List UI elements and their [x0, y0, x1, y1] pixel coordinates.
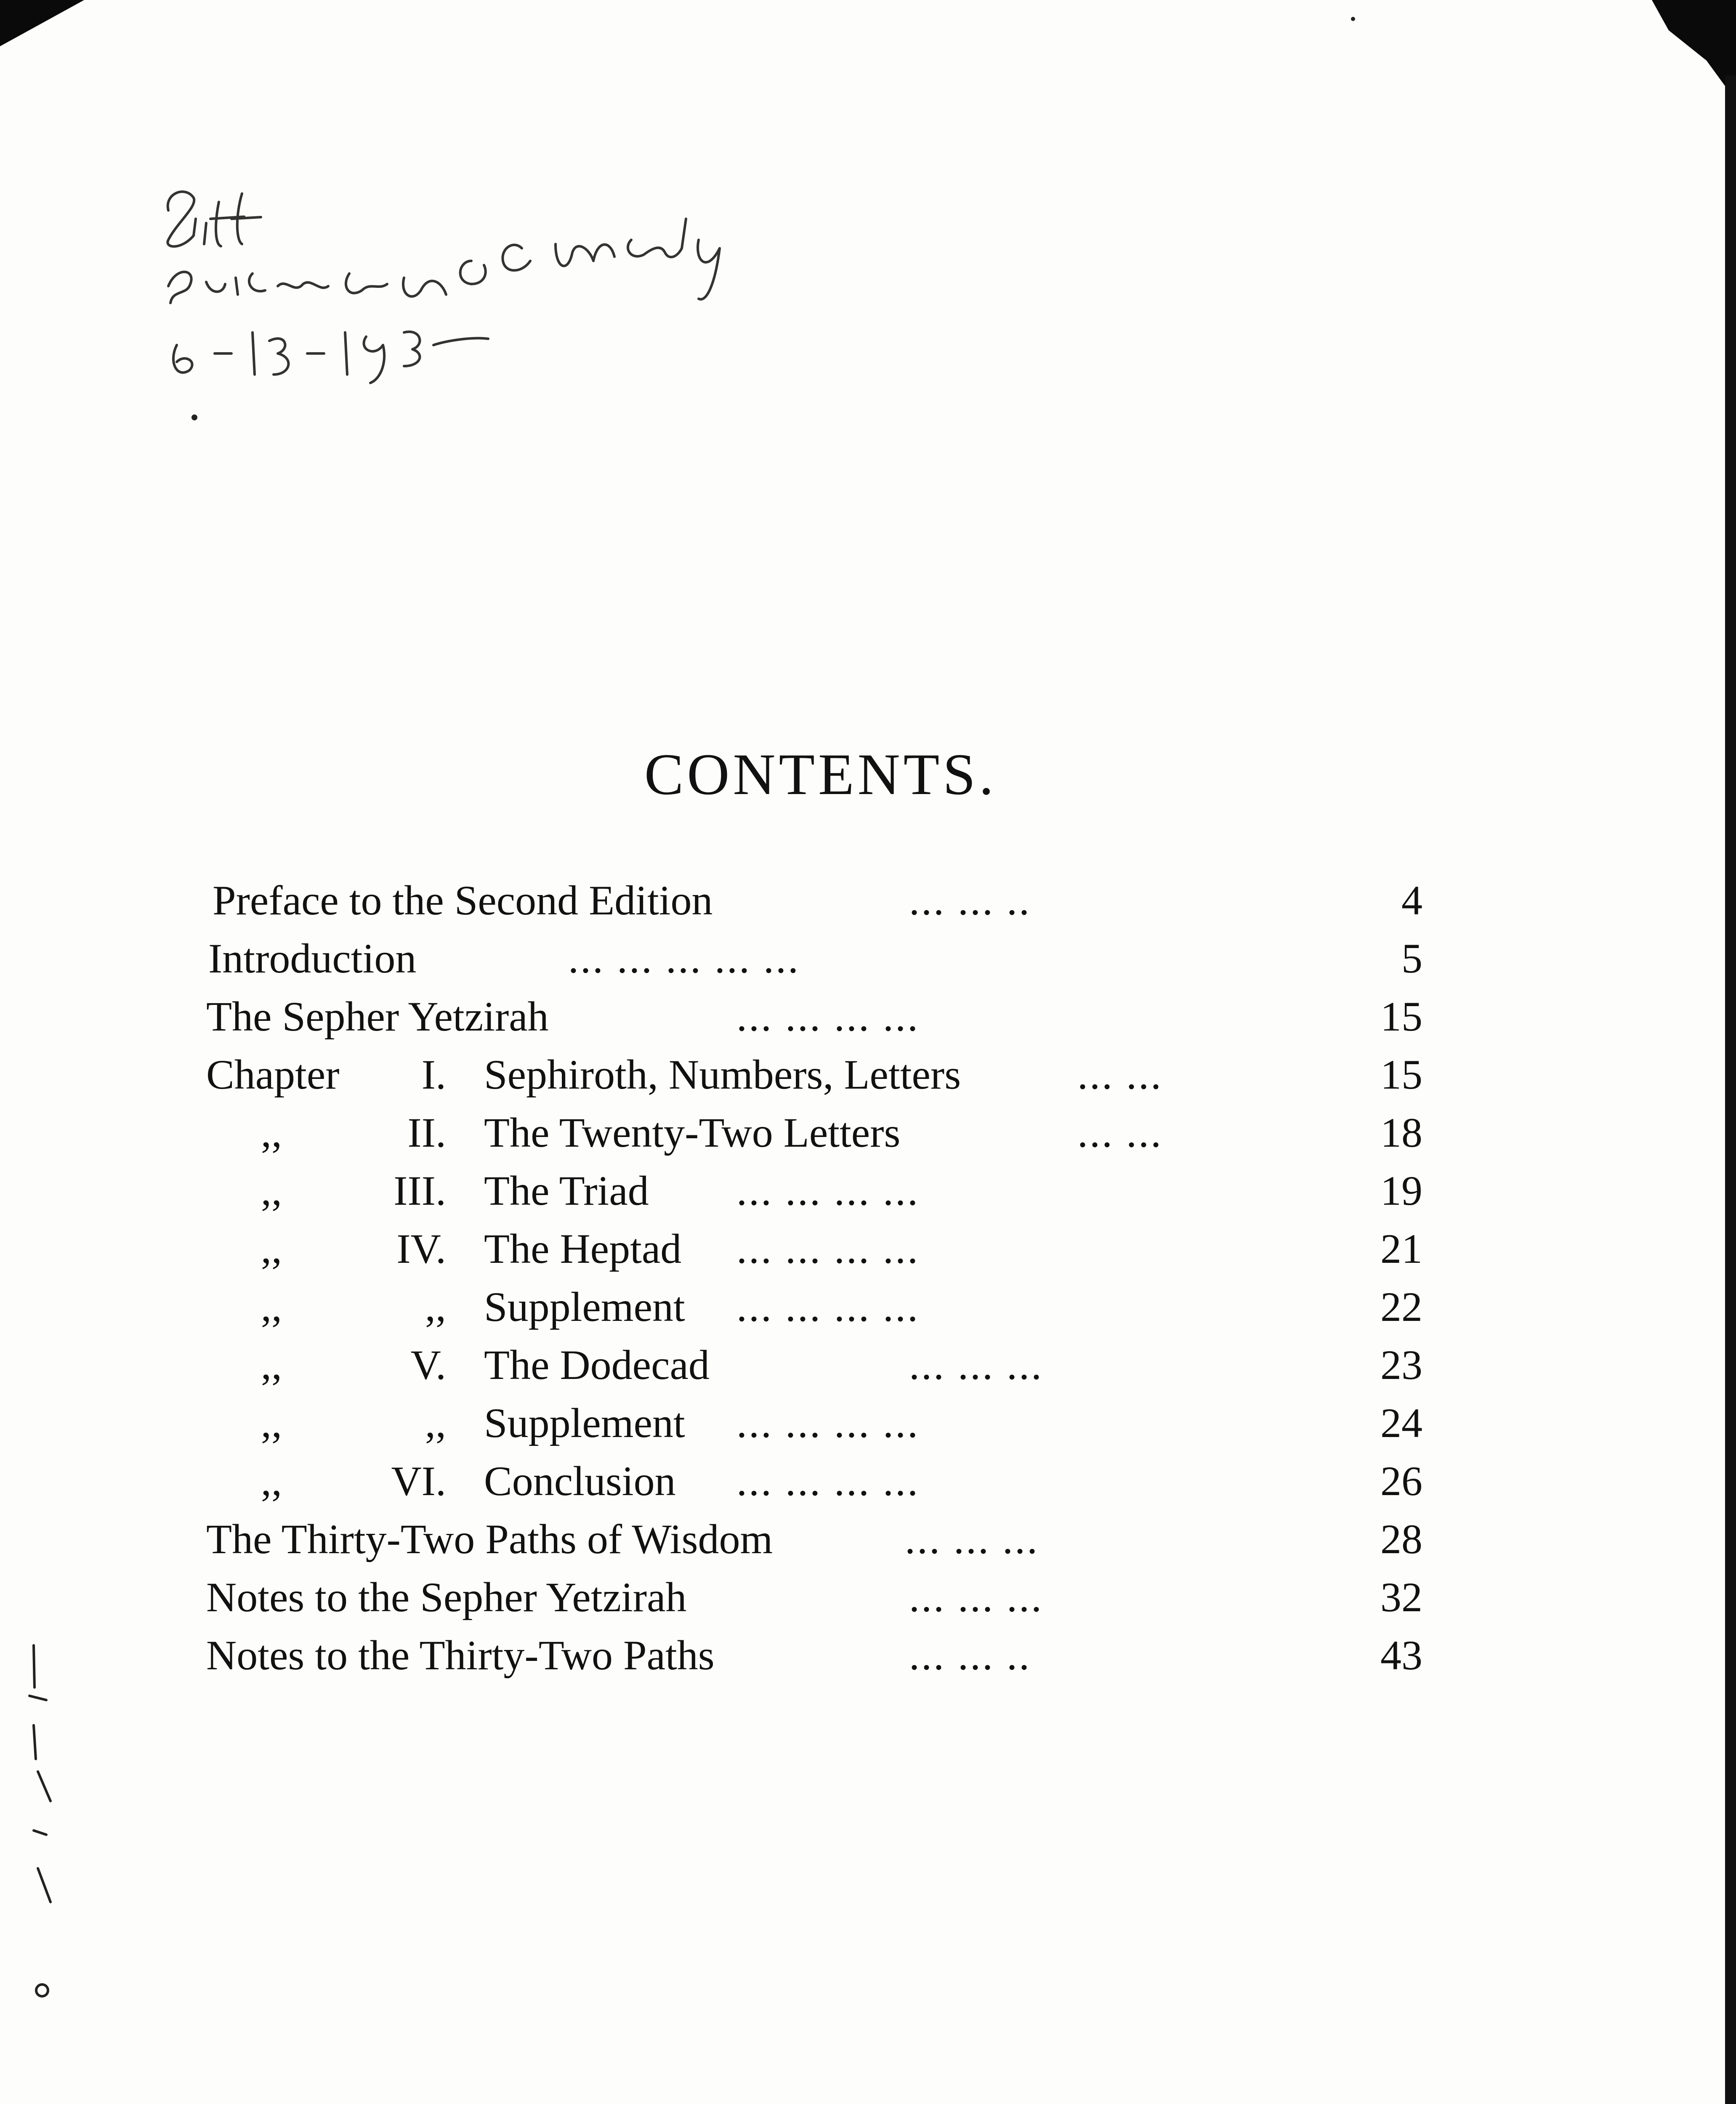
toc-entry-chapter-6	[0, 1460, 1736, 1518]
toc-entry-label: Supplement	[484, 1283, 685, 1330]
toc-entry-label: Preface to the Second Edition	[213, 877, 713, 924]
toc-entry-leaders: ... ... ... ...	[736, 1167, 920, 1214]
toc-entry-label: The Thirty-Two Paths of Wisdom	[206, 1516, 773, 1562]
toc-ditto-mark: ,,	[261, 1342, 282, 1388]
toc-entry-notes-sepher	[0, 1576, 1736, 1634]
toc-entry-page: 4	[1401, 877, 1422, 924]
toc-chapter-number: IV.	[396, 1225, 446, 1272]
scan-speck	[191, 414, 197, 420]
toc-entry-leaders: ... ... ... ...	[736, 1283, 920, 1330]
toc-entry-thirty-two-paths	[0, 1518, 1736, 1576]
toc-ditto-mark: ,,	[261, 1167, 282, 1214]
toc-entry-page: 21	[1380, 1225, 1422, 1272]
scan-shadow-top-right	[1652, 0, 1736, 101]
toc-chapter-number: III.	[393, 1167, 446, 1214]
toc-entry-leaders: ... ... ..	[909, 877, 1031, 924]
toc-entry-label: Notes to the Sepher Yetzirah	[206, 1574, 687, 1621]
toc-entry-label: The Twenty-Two Letters	[484, 1109, 901, 1156]
toc-entry-leaders: ... ... ... ...	[736, 1458, 920, 1504]
toc-entry-page: 18	[1380, 1109, 1422, 1156]
toc-chapter-number: ,,	[425, 1283, 446, 1330]
toc-entry-leaders: ... ... ... ...	[736, 1225, 920, 1272]
toc-entry-page: 5	[1401, 935, 1422, 982]
toc-chapter-number: I.	[421, 1051, 446, 1098]
toc-entry-leaders: ... ... ...	[909, 1342, 1043, 1388]
toc-entry-chapter-3	[0, 1167, 1736, 1228]
scan-speck	[1351, 17, 1355, 21]
toc-entry-page: 24	[1380, 1400, 1422, 1446]
toc-entry-label: The Triad	[484, 1167, 649, 1214]
scan-shadow-top-left	[0, 0, 84, 46]
toc-chapter-number: VI.	[391, 1458, 446, 1504]
toc-ditto-mark: ,,	[261, 1458, 282, 1504]
toc-entry-preface	[0, 879, 1736, 938]
toc-entry-introduction	[0, 935, 1736, 996]
toc-entry-page: 23	[1380, 1342, 1422, 1388]
toc-ditto-mark: ,,	[261, 1109, 282, 1156]
toc-entry-label: The Heptad	[484, 1225, 682, 1272]
toc-entry-label: Notes to the Thirty-Two Paths	[206, 1632, 715, 1679]
toc-entry-leaders: ... ... ... ... ...	[568, 935, 800, 982]
page-title: CONTENTS.	[644, 742, 997, 807]
toc-ditto-mark: ,,	[261, 1283, 282, 1330]
toc-entry-page: 15	[1380, 1051, 1422, 1098]
toc-entry-leaders: ... ...	[1077, 1109, 1163, 1156]
toc-entry-page: 28	[1380, 1516, 1422, 1562]
toc-entry-label: Sephiroth, Numbers, Letters	[484, 1051, 961, 1098]
toc-entry-leaders: ... ... ...	[905, 1516, 1039, 1562]
toc-entry-page: 15	[1380, 993, 1422, 1040]
toc-entry-chapter-5	[0, 1344, 1736, 1402]
toc-entry-chapter-4-supplement	[0, 1283, 1736, 1344]
handwritten-gift-inscription	[152, 177, 867, 396]
toc-entry-leaders: ... ... ...	[909, 1574, 1043, 1621]
toc-entry-page: 22	[1380, 1283, 1422, 1330]
toc-entry-page: 32	[1380, 1574, 1422, 1621]
toc-entry-leaders: ... ... ..	[909, 1632, 1031, 1679]
toc-entry-leaders: ... ... ... ...	[736, 1400, 920, 1446]
toc-entry-label: Conclusion	[484, 1458, 676, 1504]
toc-entry-leaders: ... ... ... ...	[736, 993, 920, 1040]
toc-entry-label: Introduction	[208, 935, 417, 982]
toc-entry-leaders: ... ...	[1077, 1051, 1163, 1098]
toc-entry-chapter-1	[0, 1051, 1736, 1112]
toc-chapter-word: Chapter	[206, 1051, 340, 1098]
toc-entry-chapter-5-supplement	[0, 1402, 1736, 1460]
toc-entry-chapter-4	[0, 1225, 1736, 1286]
toc-chapter-number: V.	[410, 1342, 446, 1388]
toc-entry-page: 43	[1380, 1632, 1422, 1679]
toc-entry-label: The Sepher Yetzirah	[206, 993, 549, 1040]
toc-chapter-number: II.	[407, 1109, 446, 1156]
toc-entry-label: Supplement	[484, 1400, 685, 1446]
margin-pencil-marks	[21, 1633, 72, 2011]
toc-chapter-number: ,,	[425, 1400, 446, 1446]
toc-entry-chapter-2	[0, 1109, 1736, 1170]
toc-entry-sepher-yetzirah	[0, 993, 1736, 1054]
toc-entry-label: The Dodecad	[484, 1342, 710, 1388]
toc-ditto-mark: ,,	[261, 1225, 282, 1272]
toc-entry-page: 19	[1380, 1167, 1422, 1214]
toc-entry-notes-paths	[0, 1634, 1736, 1692]
toc-ditto-mark: ,,	[261, 1400, 282, 1446]
toc-entry-page: 26	[1380, 1458, 1422, 1504]
